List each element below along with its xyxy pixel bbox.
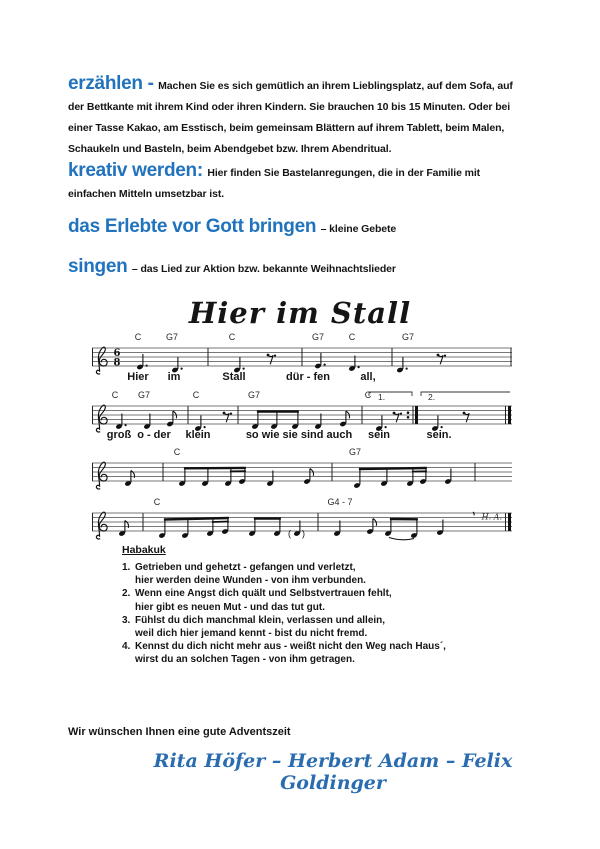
verse-number: 1. <box>122 562 131 573</box>
chord-label: G7 <box>311 332 325 342</box>
verse-number: 3. <box>122 614 131 626</box>
verse-1 <box>122 561 446 587</box>
section-heading: erzählen - <box>68 73 154 94</box>
volta-label-2: 2. <box>428 392 436 402</box>
section-body: – kleine Gebete <box>320 223 397 235</box>
lyric-syllable: Hier <box>127 371 149 383</box>
chord-label: C <box>192 390 200 400</box>
chord-label: C <box>173 447 181 457</box>
verse-line: wirst du an solchen Tagen - von ihm getragen. <box>135 654 355 666</box>
treble-clef-icon <box>96 347 107 374</box>
verse-line: Fühlst du dich manchmal klein, verlassen und allein, <box>135 614 386 626</box>
chord-label: G7 <box>165 332 179 342</box>
composer-initials: H. A. <box>481 512 502 522</box>
verse-number: 2. <box>122 588 131 600</box>
lyric-syllable: sein. <box>426 429 452 441</box>
treble-clef-icon <box>96 462 107 489</box>
section-body: – das Lied zur Aktion bzw. bekannte Weihnachtslieder <box>131 263 396 275</box>
closing-wish: Wir wünschen Ihnen eine gute Adventszeit <box>68 726 291 738</box>
lyric-syllable: Stall <box>222 371 246 383</box>
staff-4-notation <box>92 498 512 543</box>
chord-label: G7 <box>348 447 362 457</box>
treble-clef-icon <box>96 405 107 432</box>
volta-label-1: 1. <box>378 392 386 402</box>
section-heading: singen <box>68 256 128 277</box>
song-verses <box>122 561 446 667</box>
chord-label: C <box>153 497 161 507</box>
section-heading: kreativ werden: <box>68 160 203 181</box>
lyric-syllable: sein <box>367 429 391 441</box>
music-staff-2 <box>92 389 512 449</box>
chord-label: G7 <box>137 390 151 400</box>
lyric-syllable: klein <box>185 429 211 441</box>
music-staff-1 <box>92 331 512 391</box>
chord-label: G4 - 7 <box>327 497 353 507</box>
svg-text:(: ( <box>288 528 291 539</box>
lyric-syllable: so wie sie sind auch <box>245 429 353 441</box>
song-title: Habakuk <box>122 544 166 556</box>
verse-line: Wenn eine Angst dich quält und Selbstvertrauen fehlt, <box>135 588 392 600</box>
chord-label: C <box>228 332 236 342</box>
verse-4 <box>122 640 446 666</box>
verse-line: Kennst du dich nicht mehr aus - weißt nicht den Weg nach Haus´, <box>135 641 446 653</box>
verse-line: Getrieben und gehetzt - gefangen und verletzt, <box>135 562 356 573</box>
chord-label: C <box>134 332 142 342</box>
section-erzaehlen <box>68 74 528 159</box>
verse-line: weil dich hier jemand kennt - bist du nicht fremd. <box>135 628 368 640</box>
verse-2 <box>122 587 446 613</box>
section-singen <box>68 257 528 279</box>
treble-clef-icon <box>96 512 107 539</box>
score-title: Hier im Stall <box>188 296 412 330</box>
chord-label: G7 <box>247 390 261 400</box>
section-heading: das Erlebte vor Gott bringen <box>68 216 317 237</box>
chord-label: C <box>348 332 356 342</box>
lyric-syllable: all, <box>360 371 376 383</box>
svg-text:): ) <box>302 528 305 539</box>
section-gott-bringen <box>68 217 528 239</box>
lyric-syllable: im <box>167 371 181 383</box>
lyric-syllable: groß <box>106 429 132 441</box>
staff-3-notation <box>92 448 512 493</box>
time-signature-bottom: 8 <box>113 357 121 369</box>
verse-3 <box>122 614 446 640</box>
section-kreativ-werden <box>68 161 528 204</box>
chord-label: G7 <box>401 332 415 342</box>
verse-line: hier gibt es neuen Mut - und das tut gut. <box>135 601 325 613</box>
time-signature-top: 6 <box>113 347 121 359</box>
verse-line: hier werden deine Wunden - von ihm verbunden. <box>135 575 366 587</box>
chord-label: C <box>111 390 119 400</box>
lyric-syllable: dür - fen <box>286 371 330 383</box>
verse-number: 4. <box>122 641 131 653</box>
chord-label: C <box>364 390 372 400</box>
lyric-syllable: o - der <box>137 429 171 441</box>
authors-signature: Rita Höfer – Herbert Adam – Felix Goldinger <box>153 750 513 794</box>
section-body: Hier finden Sie Bastelanregungen, die in der Familie mit einfachen Mitteln umsetzbar ist. <box>68 167 481 200</box>
section-body: Machen Sie es sich gemütlich an ihrem Lieblingsplatz, auf dem Sofa, auf der Bettkante mit ihrem Kind oder ihren Kindern. Sie brauchen 10 bis 15 Minuten. Oder bei einer Tasse Kakao, am Esstisch, beim gemeinsam Blättern auf ihrem Tablett, beim Malen, Schaukeln und Basteln, beim Abendgebet bzw. Ihrem Abendritual. <box>68 80 513 155</box>
